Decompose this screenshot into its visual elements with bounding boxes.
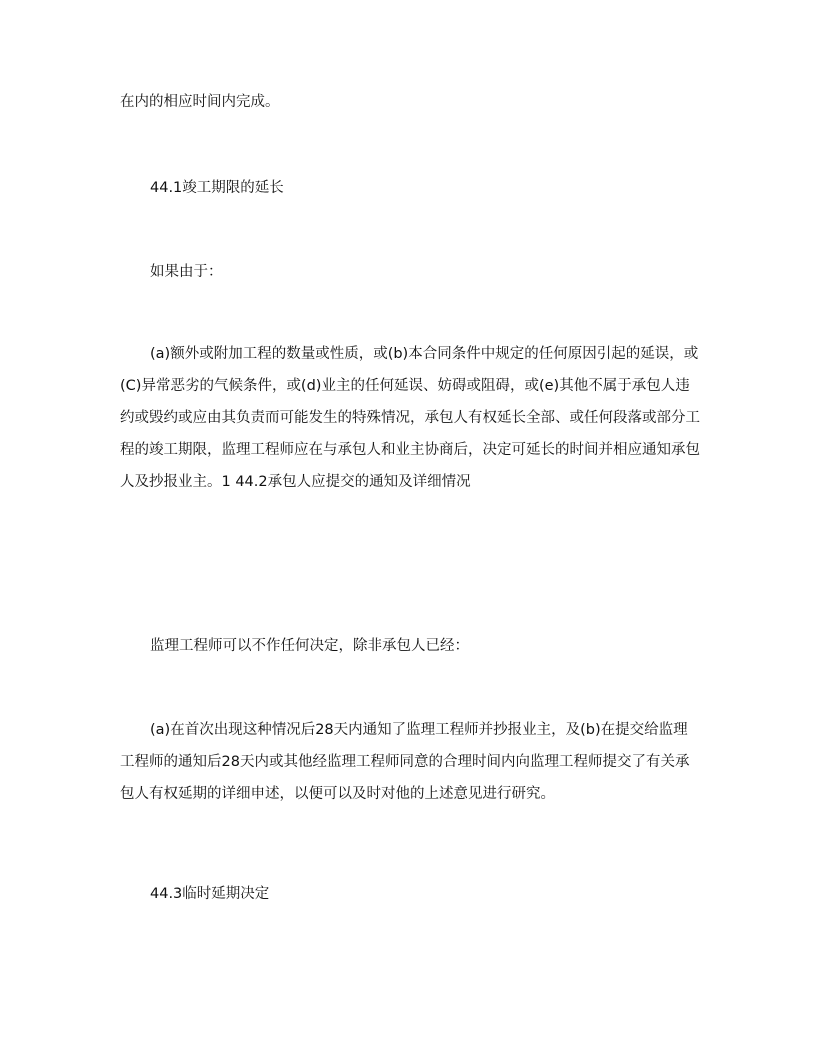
paragraph-intro: 如果由于： (150, 264, 223, 280)
paragraph-engineer-decision: 监理工程师可以不作任何决定，除非承包人已经： (150, 638, 469, 654)
paragraph-continuation: 在内的相应时间内完成。 (120, 94, 280, 110)
paragraph-extension-conditions: (a)额外或附加工程的数量或性质，或(b)本合同条件中规定的任何原因引起的延误，或(C)异常恶劣的气候条件，或(d)业主的任何延误、妨碍或阻碍，或(e)其他不属于承包人违约或毁约或应由其负责而可能发生的特殊情况，承包人有权延长全部、或任何段落或部分工程的竣工期限，监理工程师应在与承包人和业主协商后，决定可延长的时间并相应通知承包人及抄报业主。1 44.2承包人应提交的通知及详细情况 (120, 346, 700, 490)
section-heading-44-1: 44.1竣工期限的延长 (150, 180, 284, 196)
section-heading-44-3: 44.3临时延期决定 (150, 886, 270, 902)
paragraph-notice-requirements: (a)在首次出现这种情况后28天内通知了监理工程师并抄报业主，及(b)在提交给监理工程师的通知后28天内或其他经监理工程师同意的合理时间内向监理工程师提交了有关承包人有权延期的详细申述，以便可以及时对他的上述意见进行研究。 (120, 722, 690, 802)
